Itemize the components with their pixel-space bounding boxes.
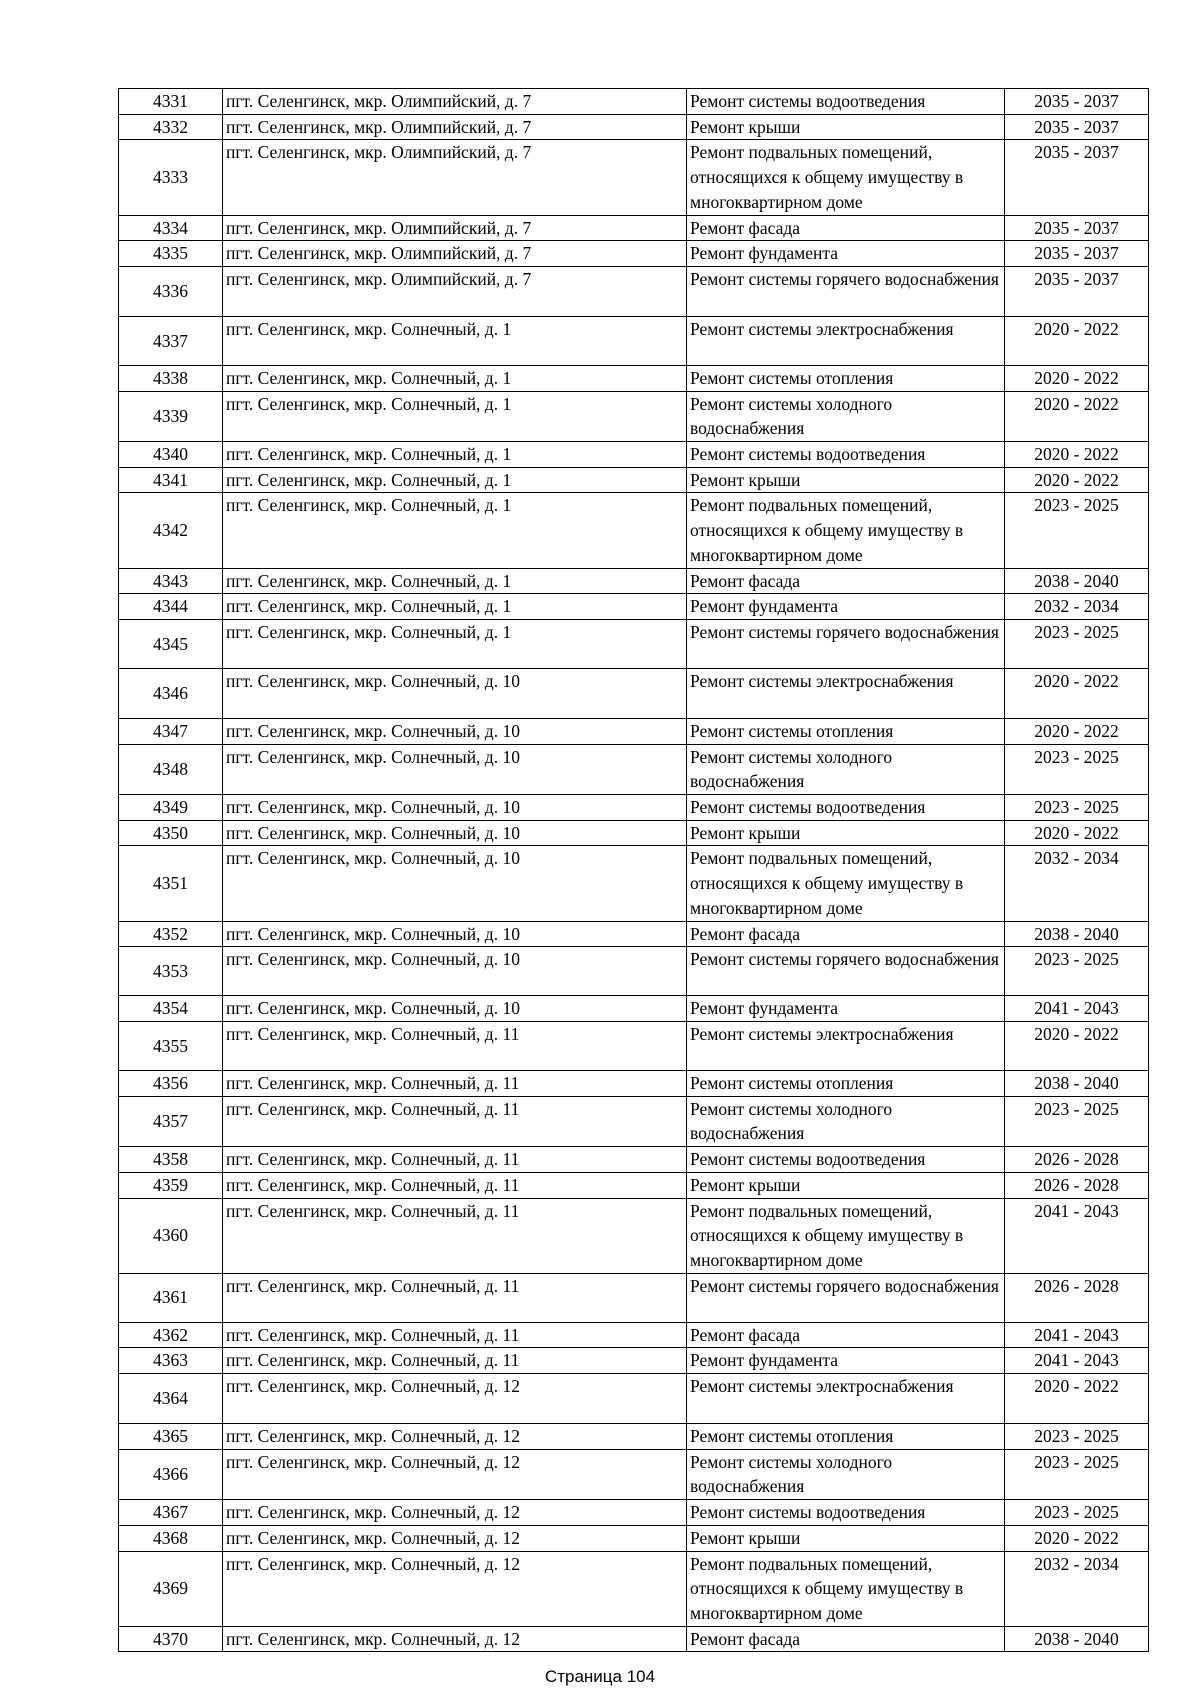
table-row bbox=[119, 114, 1149, 140]
row-number: 4344 bbox=[119, 594, 223, 620]
table-row bbox=[119, 996, 1149, 1022]
table-row bbox=[119, 266, 1149, 316]
row-period: 2035 - 2037 bbox=[1005, 266, 1149, 316]
row-address: пгт. Селенгинск, мкр. Солнечный, д. 12 bbox=[223, 1449, 687, 1499]
row-number: 4357 bbox=[119, 1096, 223, 1146]
row-period: 2020 - 2022 bbox=[1005, 718, 1149, 744]
row-period: 2038 - 2040 bbox=[1005, 921, 1149, 947]
row-work-type: Ремонт системы электроснабжения bbox=[687, 1021, 1005, 1070]
table-row bbox=[119, 391, 1149, 441]
row-period: 2023 - 2025 bbox=[1005, 795, 1149, 821]
row-address: пгт. Селенгинск, мкр. Солнечный, д. 1 bbox=[223, 493, 687, 568]
row-number: 4333 bbox=[119, 140, 223, 215]
row-period: 2035 - 2037 bbox=[1005, 114, 1149, 140]
row-work-type: Ремонт системы электроснабжения bbox=[687, 316, 1005, 365]
row-number: 4336 bbox=[119, 266, 223, 316]
row-work-type: Ремонт подвальных помещений, относящихся к общему имуществу в многоквартирном доме bbox=[687, 846, 1005, 921]
row-work-type: Ремонт фундамента bbox=[687, 594, 1005, 620]
row-number: 4341 bbox=[119, 467, 223, 493]
row-period: 2020 - 2022 bbox=[1005, 1374, 1149, 1424]
row-number: 4347 bbox=[119, 718, 223, 744]
row-period: 2020 - 2022 bbox=[1005, 820, 1149, 846]
row-address: пгт. Селенгинск, мкр. Солнечный, д. 1 bbox=[223, 442, 687, 468]
row-work-type: Ремонт крыши bbox=[687, 820, 1005, 846]
row-address: пгт. Селенгинск, мкр. Солнечный, д. 10 bbox=[223, 820, 687, 846]
row-address: пгт. Селенгинск, мкр. Олимпийский, д. 7 bbox=[223, 114, 687, 140]
row-address: пгт. Селенгинск, мкр. Солнечный, д. 1 bbox=[223, 365, 687, 391]
row-work-type: Ремонт системы электроснабжения bbox=[687, 1374, 1005, 1424]
row-number: 4363 bbox=[119, 1348, 223, 1374]
page-number: Страница 104 bbox=[544, 1667, 656, 1686]
row-number: 4370 bbox=[119, 1626, 223, 1652]
row-address: пгт. Селенгинск, мкр. Солнечный, д. 1 bbox=[223, 316, 687, 365]
table-row bbox=[119, 1449, 1149, 1499]
row-period: 2041 - 2043 bbox=[1005, 1322, 1149, 1348]
row-work-type: Ремонт системы горячего водоснабжения bbox=[687, 947, 1005, 996]
table-row bbox=[119, 1374, 1149, 1424]
row-period: 2023 - 2025 bbox=[1005, 744, 1149, 794]
row-period: 2020 - 2022 bbox=[1005, 668, 1149, 718]
row-period: 2020 - 2022 bbox=[1005, 391, 1149, 441]
row-number: 4361 bbox=[119, 1273, 223, 1322]
row-address: пгт. Селенгинск, мкр. Солнечный, д. 12 bbox=[223, 1551, 687, 1626]
row-period: 2026 - 2028 bbox=[1005, 1172, 1149, 1198]
row-number: 4332 bbox=[119, 114, 223, 140]
row-address: пгт. Селенгинск, мкр. Олимпийский, д. 7 bbox=[223, 241, 687, 267]
row-work-type: Ремонт крыши bbox=[687, 467, 1005, 493]
row-number: 4356 bbox=[119, 1070, 223, 1096]
row-number: 4349 bbox=[119, 795, 223, 821]
row-work-type: Ремонт системы водоотведения bbox=[687, 442, 1005, 468]
row-number: 4352 bbox=[119, 921, 223, 947]
row-address: пгт. Селенгинск, мкр. Солнечный, д. 11 bbox=[223, 1147, 687, 1173]
row-number: 4351 bbox=[119, 846, 223, 921]
row-work-type: Ремонт системы отопления bbox=[687, 365, 1005, 391]
table-row bbox=[119, 215, 1149, 241]
row-work-type: Ремонт системы холодного водоснабжения bbox=[687, 391, 1005, 441]
row-period: 2038 - 2040 bbox=[1005, 1626, 1149, 1652]
table-row bbox=[119, 442, 1149, 468]
row-address: пгт. Селенгинск, мкр. Олимпийский, д. 7 bbox=[223, 140, 687, 215]
row-address: пгт. Селенгинск, мкр. Солнечный, д. 11 bbox=[223, 1198, 687, 1273]
row-address: пгт. Селенгинск, мкр. Солнечный, д. 11 bbox=[223, 1273, 687, 1322]
row-work-type: Ремонт системы холодного водоснабжения bbox=[687, 1096, 1005, 1146]
row-number: 4337 bbox=[119, 316, 223, 365]
table-row bbox=[119, 568, 1149, 594]
table-row bbox=[119, 795, 1149, 821]
table-row bbox=[119, 594, 1149, 620]
table-row bbox=[119, 1198, 1149, 1273]
row-work-type: Ремонт крыши bbox=[687, 1172, 1005, 1198]
row-number: 4348 bbox=[119, 744, 223, 794]
row-number: 4338 bbox=[119, 365, 223, 391]
table-row bbox=[119, 718, 1149, 744]
row-number: 4360 bbox=[119, 1198, 223, 1273]
row-number: 4364 bbox=[119, 1374, 223, 1424]
row-period: 2020 - 2022 bbox=[1005, 1525, 1149, 1551]
table-row bbox=[119, 1021, 1149, 1070]
table-row bbox=[119, 1348, 1149, 1374]
row-work-type: Ремонт системы отопления bbox=[687, 718, 1005, 744]
row-address: пгт. Селенгинск, мкр. Солнечный, д. 12 bbox=[223, 1626, 687, 1652]
row-number: 4343 bbox=[119, 568, 223, 594]
row-work-type: Ремонт крыши bbox=[687, 114, 1005, 140]
row-address: пгт. Селенгинск, мкр. Солнечный, д. 12 bbox=[223, 1424, 687, 1450]
row-number: 4365 bbox=[119, 1424, 223, 1450]
row-period: 2020 - 2022 bbox=[1005, 467, 1149, 493]
row-address: пгт. Селенгинск, мкр. Олимпийский, д. 7 bbox=[223, 215, 687, 241]
row-address: пгт. Селенгинск, мкр. Солнечный, д. 11 bbox=[223, 1348, 687, 1374]
row-work-type: Ремонт фасада bbox=[687, 1626, 1005, 1652]
table-row bbox=[119, 668, 1149, 718]
row-number: 4355 bbox=[119, 1021, 223, 1070]
row-number: 4331 bbox=[119, 89, 223, 115]
table-row bbox=[119, 493, 1149, 568]
table-row bbox=[119, 1322, 1149, 1348]
works-table-body bbox=[119, 89, 1149, 1652]
row-period: 2041 - 2043 bbox=[1005, 996, 1149, 1022]
row-work-type: Ремонт фундамента bbox=[687, 241, 1005, 267]
table-row bbox=[119, 846, 1149, 921]
row-period: 2026 - 2028 bbox=[1005, 1147, 1149, 1173]
table-row bbox=[119, 820, 1149, 846]
row-address: пгт. Селенгинск, мкр. Солнечный, д. 10 bbox=[223, 668, 687, 718]
row-address: пгт. Селенгинск, мкр. Солнечный, д. 10 bbox=[223, 744, 687, 794]
row-work-type: Ремонт фасада bbox=[687, 1322, 1005, 1348]
row-address: пгт. Селенгинск, мкр. Солнечный, д. 10 bbox=[223, 996, 687, 1022]
table-row bbox=[119, 1172, 1149, 1198]
row-work-type: Ремонт системы водоотведения bbox=[687, 1500, 1005, 1526]
table-row bbox=[119, 1070, 1149, 1096]
row-address: пгт. Селенгинск, мкр. Солнечный, д. 1 bbox=[223, 619, 687, 668]
row-period: 2038 - 2040 bbox=[1005, 568, 1149, 594]
row-number: 4350 bbox=[119, 820, 223, 846]
row-number: 4366 bbox=[119, 1449, 223, 1499]
row-work-type: Ремонт фундамента bbox=[687, 1348, 1005, 1374]
row-period: 2041 - 2043 bbox=[1005, 1198, 1149, 1273]
row-work-type: Ремонт подвальных помещений, относящихся к общему имуществу в многоквартирном доме bbox=[687, 140, 1005, 215]
row-period: 2032 - 2034 bbox=[1005, 1551, 1149, 1626]
row-work-type: Ремонт системы горячего водоснабжения bbox=[687, 619, 1005, 668]
row-number: 4368 bbox=[119, 1525, 223, 1551]
table-row bbox=[119, 241, 1149, 267]
row-address: пгт. Селенгинск, мкр. Солнечный, д. 12 bbox=[223, 1500, 687, 1526]
row-number: 4345 bbox=[119, 619, 223, 668]
row-work-type: Ремонт системы горячего водоснабжения bbox=[687, 266, 1005, 316]
table-row bbox=[119, 316, 1149, 365]
row-period: 2023 - 2025 bbox=[1005, 493, 1149, 568]
row-period: 2035 - 2037 bbox=[1005, 241, 1149, 267]
row-address: пгт. Селенгинск, мкр. Солнечный, д. 1 bbox=[223, 467, 687, 493]
row-address: пгт. Селенгинск, мкр. Солнечный, д. 10 bbox=[223, 795, 687, 821]
row-address: пгт. Селенгинск, мкр. Солнечный, д. 1 bbox=[223, 391, 687, 441]
row-period: 2023 - 2025 bbox=[1005, 619, 1149, 668]
row-address: пгт. Селенгинск, мкр. Солнечный, д. 11 bbox=[223, 1096, 687, 1146]
row-period: 2023 - 2025 bbox=[1005, 1500, 1149, 1526]
row-period: 2023 - 2025 bbox=[1005, 947, 1149, 996]
row-address: пгт. Селенгинск, мкр. Солнечный, д. 11 bbox=[223, 1021, 687, 1070]
table-row bbox=[119, 89, 1149, 115]
row-address: пгт. Селенгинск, мкр. Солнечный, д. 10 bbox=[223, 718, 687, 744]
row-work-type: Ремонт системы водоотведения bbox=[687, 89, 1005, 115]
row-address: пгт. Селенгинск, мкр. Солнечный, д. 11 bbox=[223, 1070, 687, 1096]
row-number: 4367 bbox=[119, 1500, 223, 1526]
works-table bbox=[118, 88, 1149, 1652]
row-period: 2020 - 2022 bbox=[1005, 316, 1149, 365]
table-row bbox=[119, 1096, 1149, 1146]
row-number: 4334 bbox=[119, 215, 223, 241]
row-work-type: Ремонт фундамента bbox=[687, 996, 1005, 1022]
row-number: 4362 bbox=[119, 1322, 223, 1348]
table-row bbox=[119, 365, 1149, 391]
row-period: 2035 - 2037 bbox=[1005, 215, 1149, 241]
row-work-type: Ремонт системы отопления bbox=[687, 1070, 1005, 1096]
row-work-type: Ремонт фасада bbox=[687, 921, 1005, 947]
row-address: пгт. Селенгинск, мкр. Солнечный, д. 12 bbox=[223, 1374, 687, 1424]
row-address: пгт. Селенгинск, мкр. Солнечный, д. 10 bbox=[223, 921, 687, 947]
row-work-type: Ремонт фасада bbox=[687, 568, 1005, 594]
row-number: 4369 bbox=[119, 1551, 223, 1626]
row-number: 4358 bbox=[119, 1147, 223, 1173]
table-row bbox=[119, 1273, 1149, 1322]
table-row bbox=[119, 921, 1149, 947]
row-work-type: Ремонт подвальных помещений, относящихся к общему имуществу в многоквартирном доме bbox=[687, 1198, 1005, 1273]
row-period: 2035 - 2037 bbox=[1005, 89, 1149, 115]
row-number: 4354 bbox=[119, 996, 223, 1022]
row-address: пгт. Селенгинск, мкр. Солнечный, д. 10 bbox=[223, 846, 687, 921]
table-row bbox=[119, 1424, 1149, 1450]
table-row bbox=[119, 744, 1149, 794]
row-work-type: Ремонт системы горячего водоснабжения bbox=[687, 1273, 1005, 1322]
row-period: 2023 - 2025 bbox=[1005, 1449, 1149, 1499]
table-row bbox=[119, 1551, 1149, 1626]
row-address: пгт. Селенгинск, мкр. Солнечный, д. 1 bbox=[223, 594, 687, 620]
row-work-type: Ремонт фасада bbox=[687, 215, 1005, 241]
row-period: 2023 - 2025 bbox=[1005, 1424, 1149, 1450]
row-work-type: Ремонт крыши bbox=[687, 1525, 1005, 1551]
row-address: пгт. Селенгинск, мкр. Солнечный, д. 11 bbox=[223, 1322, 687, 1348]
row-period: 2020 - 2022 bbox=[1005, 365, 1149, 391]
row-work-type: Ремонт системы водоотведения bbox=[687, 795, 1005, 821]
table-row bbox=[119, 467, 1149, 493]
row-period: 2032 - 2034 bbox=[1005, 846, 1149, 921]
row-work-type: Ремонт системы электроснабжения bbox=[687, 668, 1005, 718]
table-row bbox=[119, 1626, 1149, 1652]
table-row bbox=[119, 140, 1149, 215]
row-work-type: Ремонт системы холодного водоснабжения bbox=[687, 744, 1005, 794]
table-row bbox=[119, 619, 1149, 668]
table-row bbox=[119, 1147, 1149, 1173]
row-number: 4335 bbox=[119, 241, 223, 267]
row-number: 4342 bbox=[119, 493, 223, 568]
row-address: пгт. Селенгинск, мкр. Олимпийский, д. 7 bbox=[223, 266, 687, 316]
row-number: 4346 bbox=[119, 668, 223, 718]
row-address: пгт. Селенгинск, мкр. Солнечный, д. 10 bbox=[223, 947, 687, 996]
row-address: пгт. Селенгинск, мкр. Олимпийский, д. 7 bbox=[223, 89, 687, 115]
row-period: 2020 - 2022 bbox=[1005, 1021, 1149, 1070]
row-address: пгт. Селенгинск, мкр. Солнечный, д. 12 bbox=[223, 1525, 687, 1551]
row-period: 2023 - 2025 bbox=[1005, 1096, 1149, 1146]
row-period: 2026 - 2028 bbox=[1005, 1273, 1149, 1322]
row-period: 2041 - 2043 bbox=[1005, 1348, 1149, 1374]
table-row bbox=[119, 1525, 1149, 1551]
row-address: пгт. Селенгинск, мкр. Солнечный, д. 11 bbox=[223, 1172, 687, 1198]
row-work-type: Ремонт подвальных помещений, относящихся к общему имуществу в многоквартирном доме bbox=[687, 1551, 1005, 1626]
table-row bbox=[119, 947, 1149, 996]
table-row bbox=[119, 1500, 1149, 1526]
row-period: 2035 - 2037 bbox=[1005, 140, 1149, 215]
row-period: 2038 - 2040 bbox=[1005, 1070, 1149, 1096]
row-number: 4353 bbox=[119, 947, 223, 996]
row-number: 4359 bbox=[119, 1172, 223, 1198]
row-number: 4339 bbox=[119, 391, 223, 441]
row-number: 4340 bbox=[119, 442, 223, 468]
row-period: 2020 - 2022 bbox=[1005, 442, 1149, 468]
row-work-type: Ремонт подвальных помещений, относящихся к общему имуществу в многоквартирном доме bbox=[687, 493, 1005, 568]
row-period: 2032 - 2034 bbox=[1005, 594, 1149, 620]
row-work-type: Ремонт системы отопления bbox=[687, 1424, 1005, 1450]
row-work-type: Ремонт системы холодного водоснабжения bbox=[687, 1449, 1005, 1499]
row-work-type: Ремонт системы водоотведения bbox=[687, 1147, 1005, 1173]
row-address: пгт. Селенгинск, мкр. Солнечный, д. 1 bbox=[223, 568, 687, 594]
